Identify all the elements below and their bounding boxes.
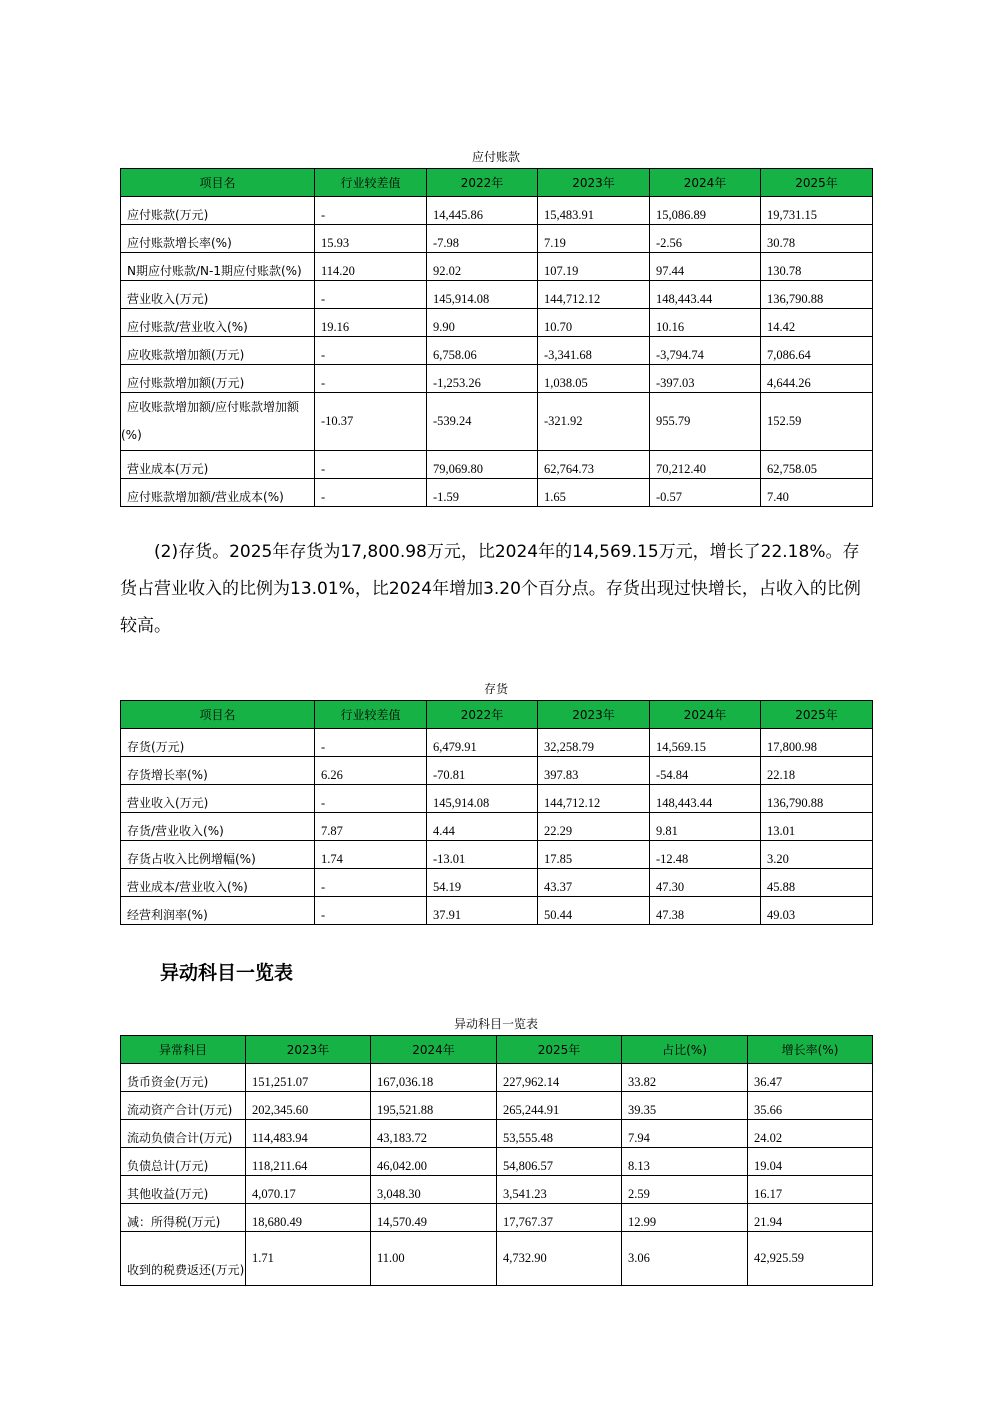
column-header: 2025年 [761,701,873,729]
table-row [121,1204,873,1232]
table-cell: 43.37 [538,869,650,897]
table-cell: 6.26 [315,757,427,785]
column-header: 2025年 [497,1036,622,1064]
table-cell: 21.94 [748,1204,873,1232]
table-cell: 12.99 [622,1204,748,1232]
table-cell: 19.16 [315,309,427,337]
table-cell: -3,794.74 [650,337,761,365]
table-cell: 2.59 [622,1176,748,1204]
table-cell: 19.04 [748,1148,873,1176]
table-row [121,1148,873,1176]
table-cell: 118,211.64 [246,1148,371,1176]
table-cell: 42,925.59 [748,1232,873,1286]
column-header: 2023年 [538,169,650,197]
table-cell: 7.40 [761,479,873,507]
table-cell: 7,086.64 [761,337,873,365]
table-cell: 49.03 [761,897,873,925]
table-cell: 6,758.06 [427,337,538,365]
table-header-row [121,701,873,729]
row-label: 流动资产合计(万元) [121,1092,246,1120]
table-cell: 39.35 [622,1092,748,1120]
table-cell: 15,483.91 [538,197,650,225]
row-label: 其他收益(万元) [121,1176,246,1204]
table-cell: 227,962.14 [497,1064,622,1092]
table-cell: - [315,365,427,393]
table-cell: -10.37 [315,393,427,451]
column-header: 2022年 [427,701,538,729]
table-cell: 47.38 [650,897,761,925]
table-cell: - [315,197,427,225]
table-row [121,1120,873,1148]
row-label: 经营利润率(%) [121,897,315,925]
table-row [121,869,873,897]
table-cell: 62,764.73 [538,451,650,479]
table-row [121,451,873,479]
table-cell: -539.24 [427,393,538,451]
table-cell: 22.18 [761,757,873,785]
table-cell: 62,758.05 [761,451,873,479]
table-row [121,785,873,813]
table-cell: 1,038.05 [538,365,650,393]
row-label: 存货增长率(%) [121,757,315,785]
table-cell: 35.66 [748,1092,873,1120]
table-caption-accounts-payable: 应付账款 [471,150,520,164]
table-cell: 53,555.48 [497,1120,622,1148]
table-cell: 7.87 [315,813,427,841]
table-cell: 92.02 [427,253,538,281]
table-cell: 45.88 [761,869,873,897]
column-header: 2025年 [761,169,873,197]
table-cell: - [315,897,427,925]
table-row [121,337,873,365]
column-header: 项目名 [121,701,315,729]
table-cell: 144,712.12 [538,281,650,309]
table-row [121,1176,873,1204]
table-header-row [121,1036,873,1064]
table-cell: 46,042.00 [371,1148,497,1176]
table-row [121,757,873,785]
table-cell: 14,569.15 [650,729,761,757]
table-cell: -397.03 [650,365,761,393]
row-label: 存货占收入比例增幅(%) [121,841,315,869]
row-label: 存货/营业收入(%) [121,813,315,841]
table-cell: 136,790.88 [761,281,873,309]
table-cell: 37.91 [427,897,538,925]
row-label: 营业收入(万元) [121,785,315,813]
table-cell: 195,521.88 [371,1092,497,1120]
table-cell: 30.78 [761,225,873,253]
table-cell: 6,479.91 [427,729,538,757]
table-cell: 18,680.49 [246,1204,371,1232]
table-cell: 15,086.89 [650,197,761,225]
column-header: 行业较差值 [315,169,427,197]
table-cell: 14.42 [761,309,873,337]
table-cell: 54,806.57 [497,1148,622,1176]
table-cell: -1.59 [427,479,538,507]
row-label: 应付账款增加额(万元) [121,365,315,393]
section-heading: 异动科目一览表 [160,962,294,984]
table-cell: 79,069.80 [427,451,538,479]
column-header: 项目名 [121,169,315,197]
table-cell: 36.47 [748,1064,873,1092]
table-cell: 17,800.98 [761,729,873,757]
table-cell: 10.16 [650,309,761,337]
row-label: 收到的税费返还(万元) [121,1232,246,1286]
row-label: 应付账款(万元) [121,197,315,225]
table-cell: - [315,337,427,365]
table-cell: - [315,729,427,757]
row-label: N期应付账款/N-1期应付账款(%) [121,253,315,281]
table-cell: 19,731.15 [761,197,873,225]
table-cell: 7.19 [538,225,650,253]
table-cell: 955.79 [650,393,761,451]
table-row [121,729,873,757]
table-cell: 1.65 [538,479,650,507]
table-cell: 397.83 [538,757,650,785]
row-label: 应付账款增加额/营业成本(%) [121,479,315,507]
table-cell: 17,767.37 [497,1204,622,1232]
table-cell: 145,914.08 [427,281,538,309]
row-label: 减：所得税(万元) [121,1204,246,1232]
table-cell: 11.00 [371,1232,497,1286]
table-cell: 145,914.08 [427,785,538,813]
table-cell: 4,732.90 [497,1232,622,1286]
table-row [121,309,873,337]
table-cell: - [315,281,427,309]
column-header: 2023年 [538,701,650,729]
row-label: 营业成本(万元) [121,451,315,479]
table-cell: 130.78 [761,253,873,281]
table-cell: - [315,479,427,507]
table-cell: -2.56 [650,225,761,253]
table-cell: -54.84 [650,757,761,785]
row-label: 存货(万元) [121,729,315,757]
table-cell: 114.20 [315,253,427,281]
table-cell: 32,258.79 [538,729,650,757]
table-cell: 8.13 [622,1148,748,1176]
table-cell: 17.85 [538,841,650,869]
table-cell: 7.94 [622,1120,748,1148]
table-cell: -3,341.68 [538,337,650,365]
table-row [121,393,873,451]
column-header: 2023年 [246,1036,371,1064]
table-cell: 151,251.07 [246,1064,371,1092]
table-cell: 4,070.17 [246,1176,371,1204]
table-header-row [121,169,873,197]
table-cell: 148,443.44 [650,281,761,309]
table-cell: 3.20 [761,841,873,869]
table-row [121,225,873,253]
table-cell: 14,570.49 [371,1204,497,1232]
table-cell: -12.48 [650,841,761,869]
table-cell: 167,036.18 [371,1064,497,1092]
table-row [121,897,873,925]
table-row [121,479,873,507]
row-label: 应收账款增加额(万元) [121,337,315,365]
table-cell: 22.29 [538,813,650,841]
column-header: 2022年 [427,169,538,197]
table-cell: 15.93 [315,225,427,253]
column-header: 行业较差值 [315,701,427,729]
table-cell: 4,644.26 [761,365,873,393]
table-cell: 9.81 [650,813,761,841]
table-cell: 50.44 [538,897,650,925]
table-cell: 97.44 [650,253,761,281]
table-row [121,281,873,309]
table-cell: 13.01 [761,813,873,841]
column-header: 2024年 [650,701,761,729]
row-label: 营业收入(万元) [121,281,315,309]
table-cell: -13.01 [427,841,538,869]
table-cell: 70,212.40 [650,451,761,479]
table-row [121,1232,873,1286]
table-caption-inventory: 存货 [483,682,508,696]
table-cell: 148,443.44 [650,785,761,813]
column-header: 异常科目 [121,1036,246,1064]
table-cell: 136,790.88 [761,785,873,813]
table-row [121,253,873,281]
table-cell: 3,048.30 [371,1176,497,1204]
table-row [121,813,873,841]
table-cell: 1.71 [246,1232,371,1286]
table-cell: 4.44 [427,813,538,841]
table-row [121,197,873,225]
row-label: 负债总计(万元) [121,1148,246,1176]
table-cell: 152.59 [761,393,873,451]
table-cell: -1,253.26 [427,365,538,393]
row-label: 应付账款增长率(%) [121,225,315,253]
table-cell: 107.19 [538,253,650,281]
column-header: 增长率(%) [748,1036,873,1064]
table-row [121,841,873,869]
table-cell: 24.02 [748,1120,873,1148]
table-cell: 47.30 [650,869,761,897]
table-cell: 16.17 [748,1176,873,1204]
table-row [121,1064,873,1092]
table-cell: -321.92 [538,393,650,451]
table-cell: - [315,869,427,897]
table-row [121,365,873,393]
table-cell: -7.98 [427,225,538,253]
table-cell: - [315,451,427,479]
table-row [121,1092,873,1120]
table-cell: 3.06 [622,1232,748,1286]
row-label: 营业成本/营业收入(%) [121,869,315,897]
table-cell: 10.70 [538,309,650,337]
accounts-payable-table [120,168,873,507]
inventory-table [120,700,873,925]
table-cell: 14,445.86 [427,197,538,225]
row-label: 流动负债合计(万元) [121,1120,246,1148]
column-header: 占比(%) [622,1036,748,1064]
table-cell: - [315,785,427,813]
row-label: 货币资金(万元) [121,1064,246,1092]
table-cell: 265,244.91 [497,1092,622,1120]
column-header: 2024年 [371,1036,497,1064]
table-cell: 144,712.12 [538,785,650,813]
table-cell: -0.57 [650,479,761,507]
row-label: 应收账款增加额/应付账款增加额(%) [121,393,315,451]
abnormal-items-table [120,1035,873,1286]
table-caption-abnormal-items: 异动科目一览表 [453,1017,538,1031]
row-label: 应付账款/营业收入(%) [121,309,315,337]
table-cell: 54.19 [427,869,538,897]
table-cell: 43,183.72 [371,1120,497,1148]
table-cell: 114,483.94 [246,1120,371,1148]
column-header: 2024年 [650,169,761,197]
table-cell: 9.90 [427,309,538,337]
inventory-paragraph: (2)存货。2025年存货为17,800.98万元，比2024年的14,569.15万元，增长了22.18%。存货占营业收入的比例为13.01%，比2024年增加3.20个百分点。存货出现过快增长，占收入的比例较高。 [120,542,861,636]
table-cell: 1.74 [315,841,427,869]
table-cell: -70.81 [427,757,538,785]
table-cell: 202,345.60 [246,1092,371,1120]
table-cell: 3,541.23 [497,1176,622,1204]
table-cell: 33.82 [622,1064,748,1092]
